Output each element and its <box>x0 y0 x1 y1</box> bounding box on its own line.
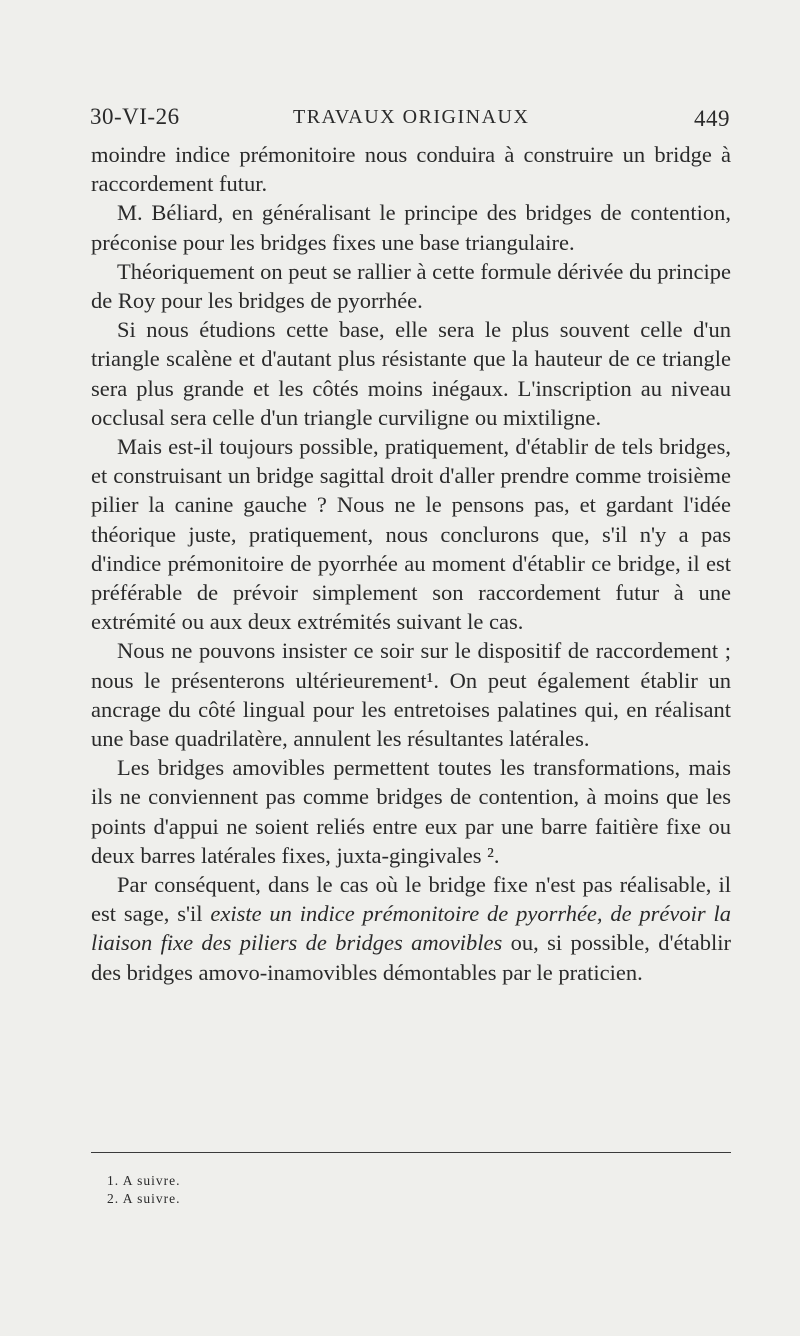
footnotes <box>107 1172 181 1208</box>
paragraph-4: Si nous étudions cette base, elle sera le plus souvent celle d'un triangle scalène et d'autant plus résistante que la hauteur de ce triangle sera plus grande et les côtés moins inégaux. L'inscription au niveau occlusal sera celle d'un triangle curviligne ou mixtiligne. <box>91 317 731 430</box>
paragraph-5: Mais est-il toujours possible, pratiquement, d'établir de tels bridges, et construisant un bridge sagittal droit d'aller prendre comme troisième pilier la canine gauche ? Nous ne le pensons pas, et gardant l'idée théorique juste, pratiquement, nous conclurons que, s'il n'y a pas d'indice prémonitoire de pyorrhée au moment d'établir ce bridge, il est préférable de prévoir simplement son raccordement futur à une extrémité ou aux deux extrémités suivant le cas. <box>91 434 731 635</box>
paragraph-3: Théoriquement on peut se rallier à cette formule dérivée du principe de Roy pour les bridges de pyorrhée. <box>91 258 731 314</box>
page-number: 449 <box>694 106 730 131</box>
header-title: TRAVAUX ORIGINAUX <box>293 106 530 128</box>
footnote-2: 2. A suivre. <box>107 1191 181 1206</box>
body-text <box>91 140 731 987</box>
paragraph-1: moindre indice prémonitoire nous conduira à construire un bridge à raccordement futur. <box>91 142 731 197</box>
footnote-divider <box>91 1152 731 1153</box>
running-header <box>90 104 730 134</box>
paragraph-7: Les bridges amovibles permettent toutes les transformations, mais ils ne conviennent pas comme bridges de contention, à moins que les points d'appui ne soient reliés entre eux par une barre faitière fixe ou deux barres latérales fixes, juxta-gingivales ². <box>91 755 731 868</box>
paragraph-8-end: ou, si possible, d'établir des bridges amovo-inamovibles démontables par le praticien. <box>91 930 731 985</box>
paragraph-8 <box>91 870 731 987</box>
paragraph-8-italic: existe un indice prémonitoire de pyorrhée, de prévoir la liaison fixe des piliers de bridges amovibles <box>91 901 731 956</box>
paragraph-2: M. Béliard, en généralisant le principe des bridges de contention, préconise pour les bridges fixes une base triangulaire. <box>91 200 731 255</box>
paragraph-8-start: Par conséquent, dans le cas où le bridge fixe n'est pas réalisable, il est sage, s'il <box>91 872 731 927</box>
paragraph-6: Nous ne pouvons insister ce soir sur le dispositif de raccordement ; nous le présenterons ultérieurement¹. On peut également établir un ancrage du côté lingual pour les entretoises palatines qui, en réalisant une base quadrilatère, annulent les résultantes latérales. <box>91 638 731 752</box>
header-date: 30-VI-26 <box>90 104 180 129</box>
footnote-1: 1. A suivre. <box>107 1173 181 1188</box>
